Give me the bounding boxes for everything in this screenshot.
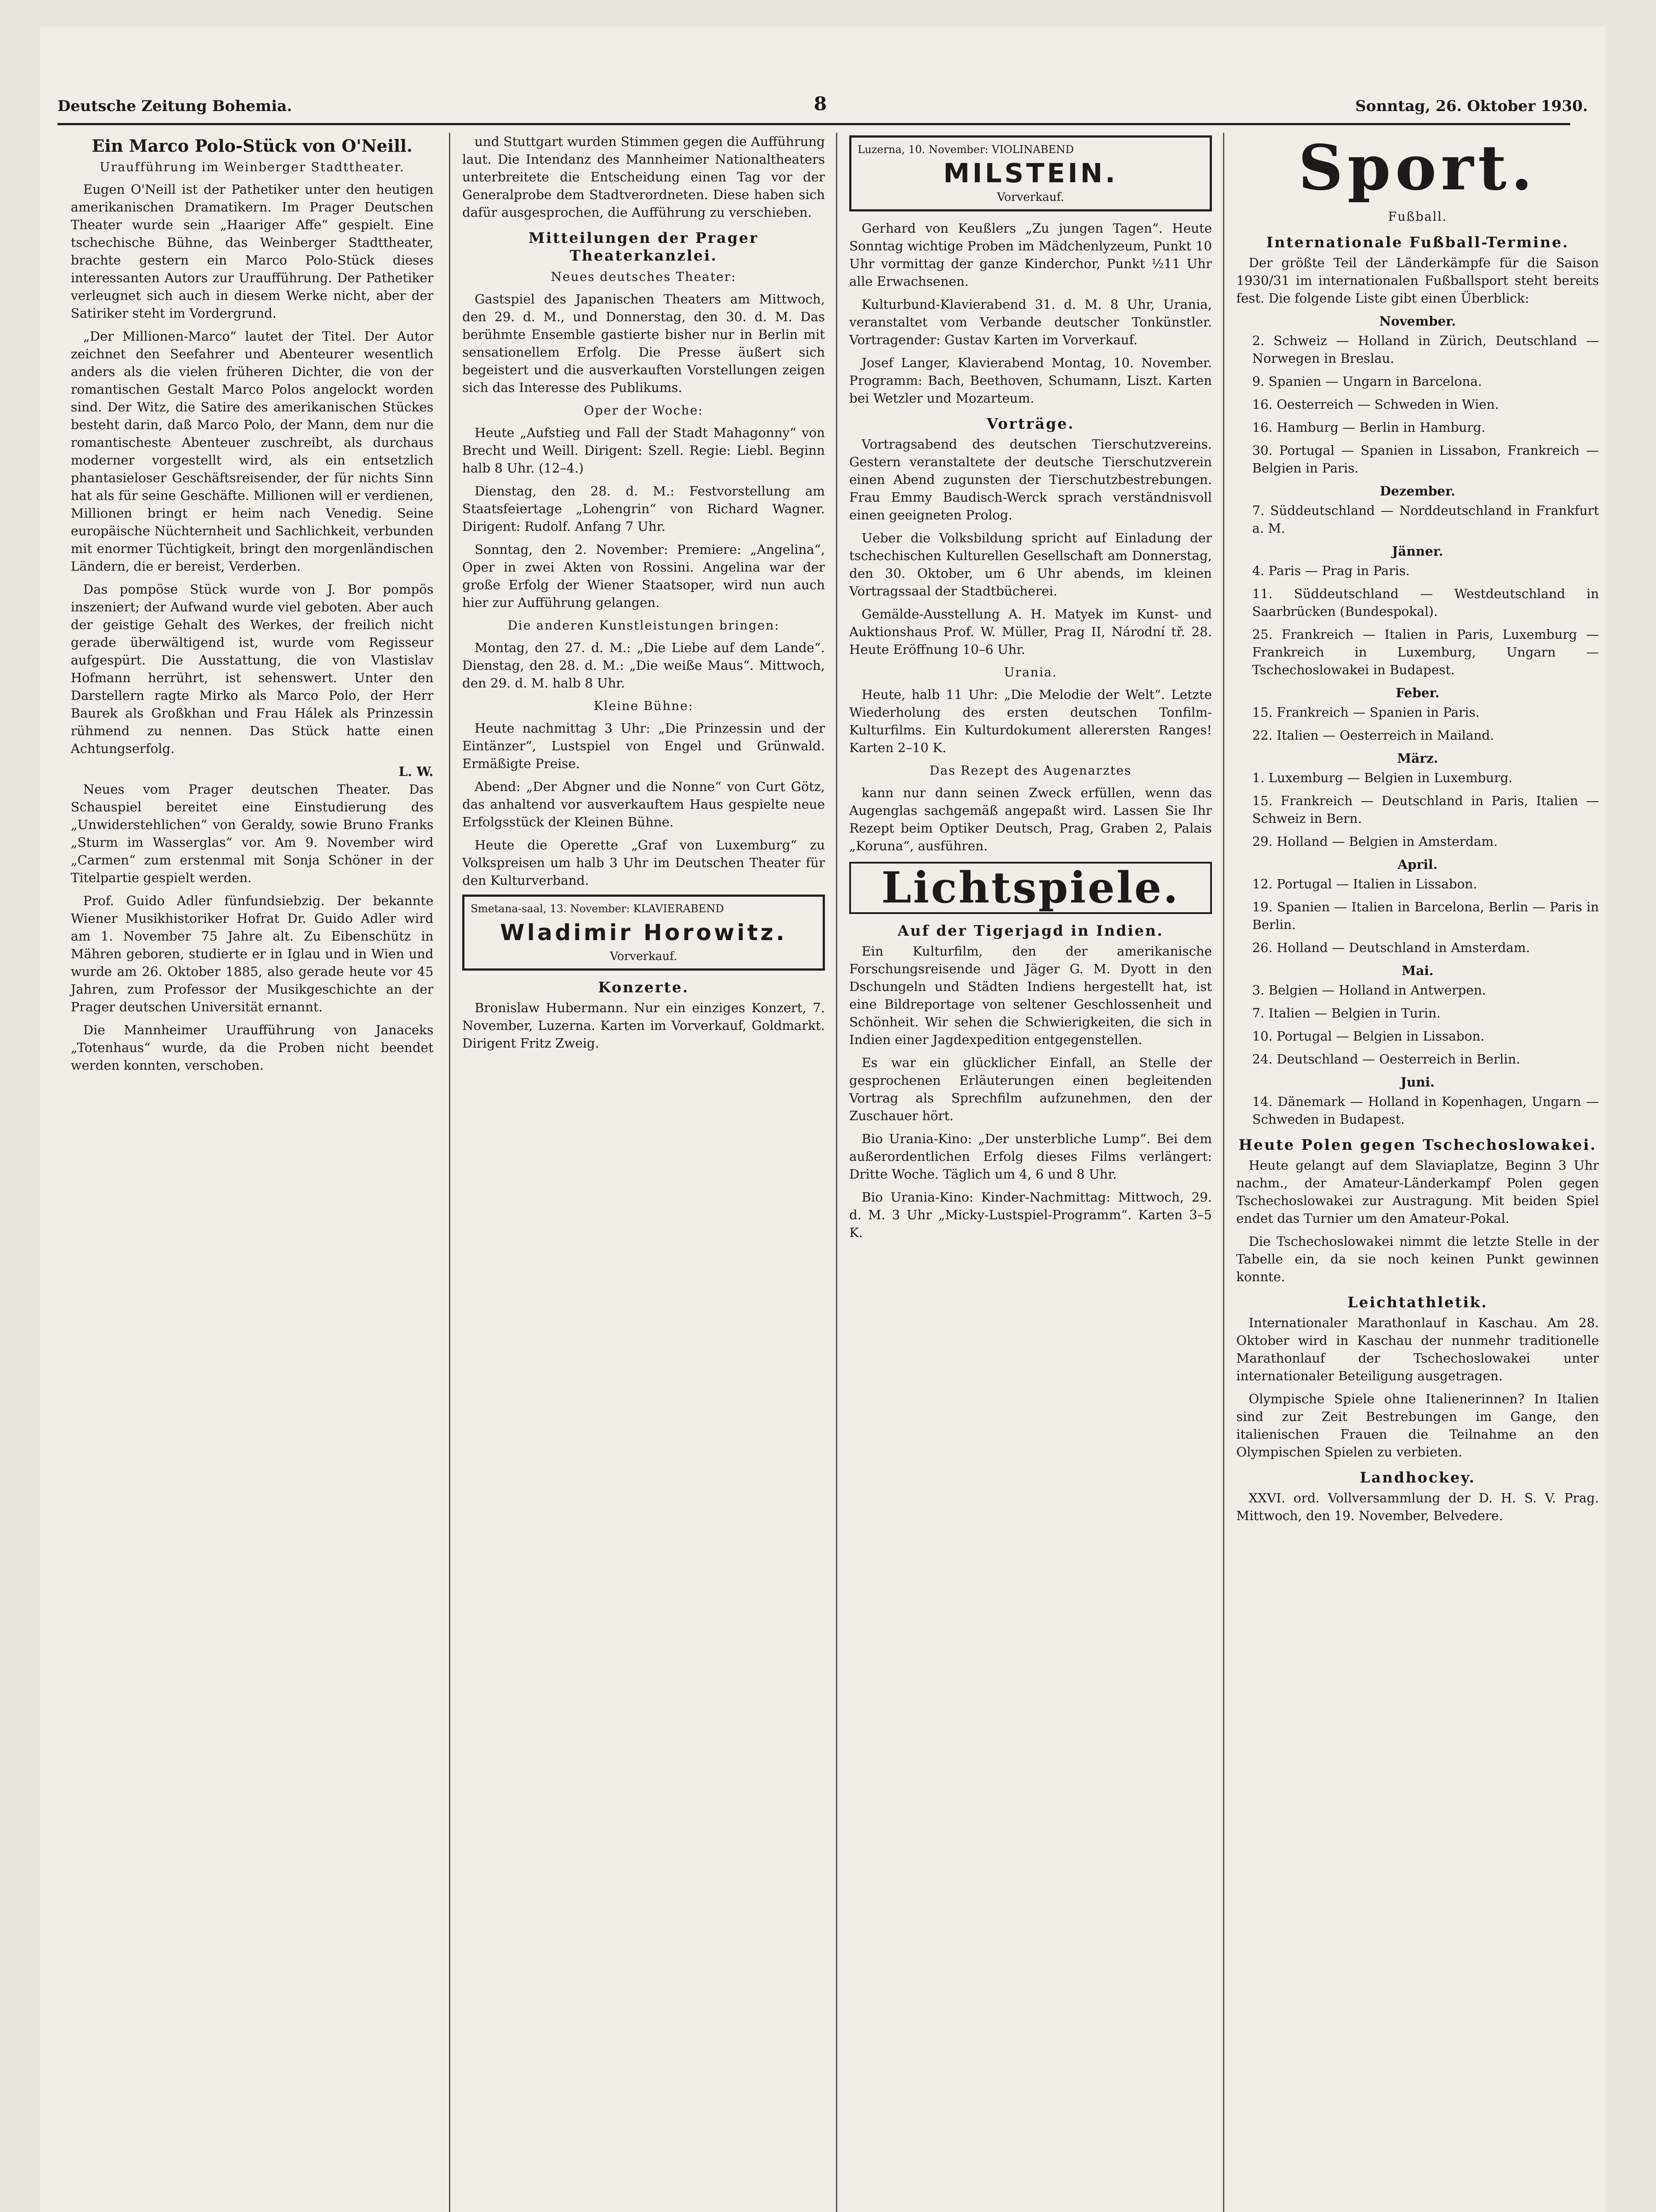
paragraph: Heute die Operette „Graf von Luxemburg“ zu Volkspreisen um halb 3 Uhr im Deutschen Theater für den Kulturverband. — [462, 837, 825, 888]
fixture-month: Mai. — [1401, 963, 1434, 978]
fixture-month: Jänner. — [1392, 544, 1443, 559]
paragraph: Kulturbund-Klavierabend 31. d. M. 8 Uhr, Urania, veranstaltet vom Verbande deutscher Tonkünstler. Vortragender: Gustav Karten im Vorverkauf. — [849, 297, 1212, 347]
paragraph: Heute gelangt auf dem Slaviaplatze, Beginn 3 Uhr nachm., der Amateur-Länderkampf Polen gegen Tschechoslowakei zur Austragung. Mit beiden Spiel endet das Turnier um den Amateur-Pokal. — [1236, 1158, 1599, 1226]
fixture-month: November. — [1379, 314, 1456, 329]
paragraph: „Der Millionen-Marco“ lautet der Titel. Der Autor zeichnet den Seefahrer und Abenteurer wesentlich anders als die vielen früheren Dichter, die von der romantischen Gestalt Marco Polos angelockt worden sind. Der Witz, die Satire des amerikanischen Stückes besteht darin, daß Marco Polo, der Mann, dem nur die romantischeste Abenteuer zuschreibt, als durchaus moderner vorgestellt wird, als ein entsetzlich phantasieloser Geschäftsreisender, der für nichts Sinn hat als für seine Geschäfte. Millionen will er verdienen, Millionen bringt er heim nach Venedig. Seine europäische Nüchternheit und Sachlichkeit, verbunden mit enormer Tüchtigkeit, bringt den morgenländischen Ländern, die er bereist, Verderben. — [71, 329, 433, 574]
fixture-item: 30. Portugal — Spanien in Lissabon, Frankreich — Belgien in Paris. — [1252, 443, 1599, 476]
column-4 — [1236, 133, 1599, 1530]
fixture-item: 16. Oesterreich — Schweden in Wien. — [1252, 397, 1499, 412]
fixture-month: März. — [1397, 751, 1438, 766]
fixture-item: 2. Schweiz — Holland in Zürich, Deutschland — Norwegen in Breslau. — [1252, 333, 1599, 366]
fixture-item: 22. Italien — Oesterreich in Mailand. — [1252, 728, 1494, 743]
fixture-item: 7. Italien — Belgien in Turin. — [1252, 1006, 1441, 1021]
paragraph: Bronislaw Hubermann. Nur ein einziges Konzert, 7. November, Luzerna. Karten im Vorverkauf, Goldmarkt. Dirigent Fritz Zweig. — [462, 1000, 825, 1051]
section-heading: Internationale Fußball-Termine. — [1266, 234, 1569, 251]
fixture-item: 14. Dänemark — Holland in Kopenhagen, Ungarn — Schweden in Budapest. — [1252, 1094, 1599, 1127]
paragraph: Der größte Teil der Länderkämpfe für die Saison 1930/31 im internationalen Fußballsport steht bereits fest. Die folgende Liste gibt einen Überblick: — [1236, 255, 1599, 306]
fixture-item: 3. Belgien — Holland in Antwerpen. — [1252, 983, 1486, 998]
paragraph: Eugen O'Neill ist der Pathetiker unter den heutigen amerikanischen Dramatikern. Im Prager Deutschen Theater wurde sein „Haariger Affe“ gespielt. Eine tschechische Bühne, das Weinberger Stadttheater, brachte gestern ein Marco Polo-Stück dieses interessanten Autors zur Uraufführung. Der Pathetiker verleugnet sich auch in diesem Werke nicht, aber der Satiriker steht im Vordergrund. — [71, 182, 433, 321]
fixture-item: 4. Paris — Prag in Paris. — [1252, 563, 1410, 578]
fixture-item: 15. Frankreich — Spanien in Paris. — [1252, 705, 1480, 720]
paragraph: XXVI. ord. Vollversammlung der D. H. S. V. Prag. Mittwoch, den 19. November, Belvedere. — [1236, 1490, 1599, 1523]
fixture-item: 11. Süddeutschland — Westdeutschland in Saarbrücken (Bundespokal). — [1252, 586, 1599, 619]
column-divider — [836, 133, 837, 2212]
paragraph: Es war ein glücklicher Einfall, an Stelle der gesprochenen Erläuterungen einen begleitenden Vortrag als Sprechfilm aufzunehmen, den der Zuschauer hört. — [849, 1055, 1212, 1123]
fixture-item: 26. Holland — Deutschland in Amsterdam. — [1252, 940, 1530, 955]
paragraph: Gemälde-Ausstellung A. H. Matyek im Kunst- und Auktionshaus Prof. W. Müller, Prag II, Národní tř. 28. Heute Eröffnung 10–6 Uhr. — [849, 607, 1212, 657]
concert-ad-horowitz — [462, 895, 825, 971]
subheading: Oper der Woche: — [584, 403, 703, 418]
section-heading: Konzerte. — [598, 979, 689, 996]
paragraph: Heute, halb 11 Uhr: „Die Melodie der Welt“. Letzte Wiederholung des ersten deutschen Tonfilm-Kulturfilms. Ein Kulturdokument allerersten Ranges! Karten 2–10 K. — [849, 687, 1212, 755]
subheading: Kleine Bühne: — [594, 699, 694, 713]
section-heading: Auf der Tigerjagd in Indien. — [897, 922, 1164, 939]
fixture-item: 10. Portugal — Belgien in Lissabon. — [1252, 1029, 1485, 1044]
paragraph: Neues vom Prager deutschen Theater. Das Schauspiel bereitet eine Einstudierung des „Unwiderstehlichen“ von Geraldy, sowie Bruno Franks „Sturm im Wasserglas“ vor. Am 9. November wird „Carmen“ zum erstenmal mit Sonja Schöner in der Titelpartie gespielt werden. — [71, 782, 433, 885]
subheading: Urania. — [1004, 665, 1058, 680]
newspaper-name: Deutsche Zeitung Bohemia. — [58, 97, 292, 115]
paragraph: Heute „Aufstieg und Fall der Stadt Mahagonny“ von Brecht und Weill. Dirigent: Szell. Regie: Liebl. Beginn halb 8 Uhr. (12–4.) — [462, 425, 825, 476]
paragraph: Montag, den 27. d. M.: „Die Liebe auf dem Lande“. Dienstag, den 28. d. M.: „Die weiße Maus“. Mittwoch, den 29. d. M. halb 8 Uhr. — [462, 640, 825, 691]
concert-ad-milstein — [849, 135, 1212, 211]
paragraph: Ueber die Volksbildung spricht auf Einladung der tschechischen Kulturellen Gesellschaft am Donnerstag, den 30. Oktober, um 6 Uhr abends, im kleinen Vortragssaal der Stadtbücherei. — [849, 530, 1212, 599]
cinema-section-title: Lichtspiele. — [849, 862, 1212, 914]
fixture-item: 7. Süddeutschland — Norddeutschland in Frankfurt a. M. — [1252, 503, 1599, 536]
column-divider — [1223, 133, 1224, 2212]
fixture-month: Feber. — [1395, 685, 1440, 700]
fixture-item: 19. Spanien — Italien in Barcelona, Berlin — Paris in Berlin. — [1252, 899, 1599, 932]
ad-label: Luzerna, 10. November: VIOLINABEND — [858, 143, 1074, 156]
ad-name: Wladimir Horowitz. — [500, 920, 787, 945]
issue-date: Sonntag, 26. Oktober 1930. — [1355, 97, 1588, 115]
paragraph: Die Tschechoslowakei nimmt die letzte Stelle in der Tabelle ein, da sie noch keinen Punkt gewinnen konnte. — [1236, 1234, 1599, 1284]
subheading: Neues deutsches Theater: — [551, 269, 736, 284]
subheading: Fußball. — [1388, 209, 1447, 224]
paragraph: Bio Urania-Kino: Kinder-Nachmittag: Mittwoch, 29. d. M. 3 Uhr „Micky-Lustspiel-Programm“. Karten 3–5 K. — [849, 1190, 1212, 1240]
paragraph: Internationaler Marathonlauf in Kaschau. Am 28. Oktober wird in Kaschau der nunmehr traditionelle Marathonlauf der Tschechoslowakei unter internationaler Beteiligung ausgetragen. — [1236, 1315, 1599, 1383]
paragraph: Heute nachmittag 3 Uhr: „Die Prinzessin und der Eintänzer“, Lustspiel von Engel und Grünwald. Ermäßigte Preise. — [462, 721, 825, 771]
fixture-item: 12. Portugal — Italien in Lissabon. — [1252, 876, 1477, 891]
paragraph: Josef Langer, Klavierabend Montag, 10. November. Programm: Bach, Beethoven, Schumann, Liszt. Karten bei Wetzler und Mozarteum. — [849, 355, 1212, 406]
paragraph: kann nur dann seinen Zweck erfüllen, wenn das Augenglas sachgemäß angepaßt wird. Lassen Sie Ihr Rezept beim Optiker Deutsch, Prag, Graben 2, Palais „Koruna“, ausführen. — [849, 785, 1212, 853]
signature: L. W. — [399, 764, 433, 779]
fixture-list — [1236, 312, 1599, 1128]
column-divider — [449, 133, 450, 2212]
section-heading: Leichtathletik. — [1347, 1294, 1488, 1311]
ad-label: Smetana-saal, 13. November: KLAVIERABEND — [471, 902, 724, 915]
fixture-month: April. — [1397, 857, 1438, 872]
section-heading: Landhockey. — [1360, 1469, 1476, 1486]
page-number: 8 — [814, 93, 827, 115]
column-3 — [849, 133, 1212, 1247]
paragraph: Dienstag, den 28. d. M.: Festvorstellung am Staatsfeiertage „Lohengrin“ von Richard Wagner. Dirigent: Rudolf. Anfang 7 Uhr. — [462, 484, 825, 534]
column-1 — [71, 133, 433, 1079]
fixture-item: 15. Frankreich — Deutschland in Paris, Italien — Schweiz in Bern. — [1252, 793, 1599, 826]
paragraph: Gerhard von Keußlers „Zu jungen Tagen“. Heute Sonntag wichtige Proben im Mädchenlyzeum, Punkt 10 Uhr vormittag der ganze Kinderchor, Punkt ½11 Uhr alle Erwachsenen. — [849, 221, 1212, 289]
paragraph: Gastspiel des Japanischen Theaters am Mittwoch, den 29. d. M., und Donnerstag, den 30. d. M. Das berühmte Ensemble gastierte bisher nur in Berlin mit sensationellem Erfolg. Die Presse äußert sich begeistert und die ausverkauften Vorstellungen zeigen sich das Interesse des Publikums. — [462, 292, 825, 395]
header-rule — [58, 123, 1570, 125]
subheading: Die anderen Kunstleistungen bringen: — [507, 618, 780, 633]
paragraph: Abend: „Der Abgner und die Nonne“ von Curt Götz, das anhaltend vor ausverkauftem Haus gespielte neue Erfolgsstück der Kleinen Bühne. — [462, 779, 825, 830]
sport-section-title: Sport. — [1298, 132, 1537, 204]
paragraph: Ein Kulturfilm, den der amerikanische Forschungsreisende und Jäger G. M. Dyott in den Dschungeln und Städten Indiens hergestellt hat, ist eine Bildreportage von seltener Geschlossenheit und Schönheit. Wir sehen die Schwierigkeiten, die sich in Indien einer Jagdexpedition entgegenstellen. — [849, 944, 1212, 1047]
paragraph: Das pompöse Stück wurde von J. Bor pompös inszeniert; der Aufwand wurde viel geboten. Aber auch der geistige Gehalt des Werkes, der freilich nicht gerade überwältigend ist, wurde vom Regisseur aufgespürt. Die Ausstattung, die von Vlastislav Hofmann herrührt, ist sehenswert. Unter den Darstellern ragte Mirko als Marco Polo, der Herr Baurek als Großkhan und Frau Hálek als Prinzessin rühmend zu nennen. Das Stück hatte einen Achtungserfolg. — [71, 582, 433, 756]
column-2 — [462, 133, 825, 1057]
ad-sub: Vorverkauf. — [997, 191, 1064, 204]
paragraph: Vortragsabend des deutschen Tierschutzvereins. Gestern veranstaltete der deutsche Tierschutzverein einen Abend zugunsten der Tierschutzbestrebungen. Frau Emmy Baudisch-Werck sprach verständnisvoll einen geeigneten Prolog. — [849, 437, 1212, 522]
paragraph: Sonntag, den 2. November: Premiere: „Angelina“, Oper in zwei Akten von Rossini. Angelina war der große Erfolg der Wiener Staatsoper, wird nun auch hier zur Aufführung gelangen. — [462, 542, 825, 610]
section-heading: Vorträge. — [986, 415, 1075, 432]
fixture-item: 9. Spanien — Ungarn in Barcelona. — [1252, 374, 1482, 389]
page-header — [40, 93, 1588, 119]
fixture-item: 16. Hamburg — Berlin in Hamburg. — [1252, 420, 1486, 435]
ad-name: MILSTEIN. — [943, 158, 1118, 189]
fixture-item: 1. Luxemburg — Belgien in Luxemburg. — [1252, 770, 1513, 785]
paragraph: Die Mannheimer Uraufführung von Janaceks „Totenhaus“ wurde, da die Proben nicht beendet werden konnten, verschoben. — [71, 1022, 433, 1073]
section-heading: Heute Polen gegen Tschechoslowakei. — [1238, 1136, 1597, 1153]
article-title: Ein Marco Polo-Stück von O'Neill. — [92, 136, 413, 156]
paragraph: Olympische Spiele ohne Italienerinnen? In Italien sind zur Zeit Bestrebungen im Gange, den italienischen Frauen die Teilnahme an den Olympischen Spielen zu verbieten. — [1236, 1391, 1599, 1459]
fixture-month: Dezember. — [1380, 484, 1456, 499]
subheading: Das Rezept des Augenarztes — [929, 763, 1132, 778]
ad-sub: Vorverkauf. — [610, 950, 677, 963]
fixture-item: 29. Holland — Belgien in Amsterdam. — [1252, 834, 1498, 849]
fixture-item: 24. Deutschland — Oesterreich in Berlin. — [1252, 1052, 1521, 1067]
paragraph: Bio Urania-Kino: „Der unsterbliche Lump“. Bei dem außerordentlichen Erfolg dieses Films verlängert: Dritte Woche. Täglich um 4, 6 und 8 Uhr. — [849, 1131, 1212, 1182]
fixture-month: Juni. — [1400, 1075, 1435, 1090]
paragraph: und Stuttgart wurden Stimmen gegen die Aufführung laut. Die Intendanz des Mannheimer Nationaltheaters unterbreitete die Entscheidung einen Tag vor der Generalprobe dem Stadtverordneten. Diese haben sich dafür ausgesprochen, die Aufführung zu verschieben. — [462, 134, 825, 220]
article-subtitle: Uraufführung im Weinberger Stadttheater. — [100, 160, 405, 174]
fixture-item: 25. Frankreich — Italien in Paris, Luxemburg — Frankreich in Luxemburg, Ungarn — Tschechoslowakei in Budapest. — [1252, 627, 1599, 677]
section-heading: Mitteilungen der Prager Theaterkanzlei. — [528, 229, 759, 264]
paragraph: Prof. Guido Adler fünfundsiebzig. Der bekannte Wiener Musikhistoriker Hofrat Dr. Guido Adler wird am 1. November 75 Jahre alt. Zu Eibenschütz in Mähren geboren, studierte er in Iglau und in Wien und wurde am 26. Oktober 1885, also gerade heute vor 45 Jahren, zum Professor der Musikgeschichte an der Prager deutschen Universität ernannt. — [71, 893, 433, 1014]
